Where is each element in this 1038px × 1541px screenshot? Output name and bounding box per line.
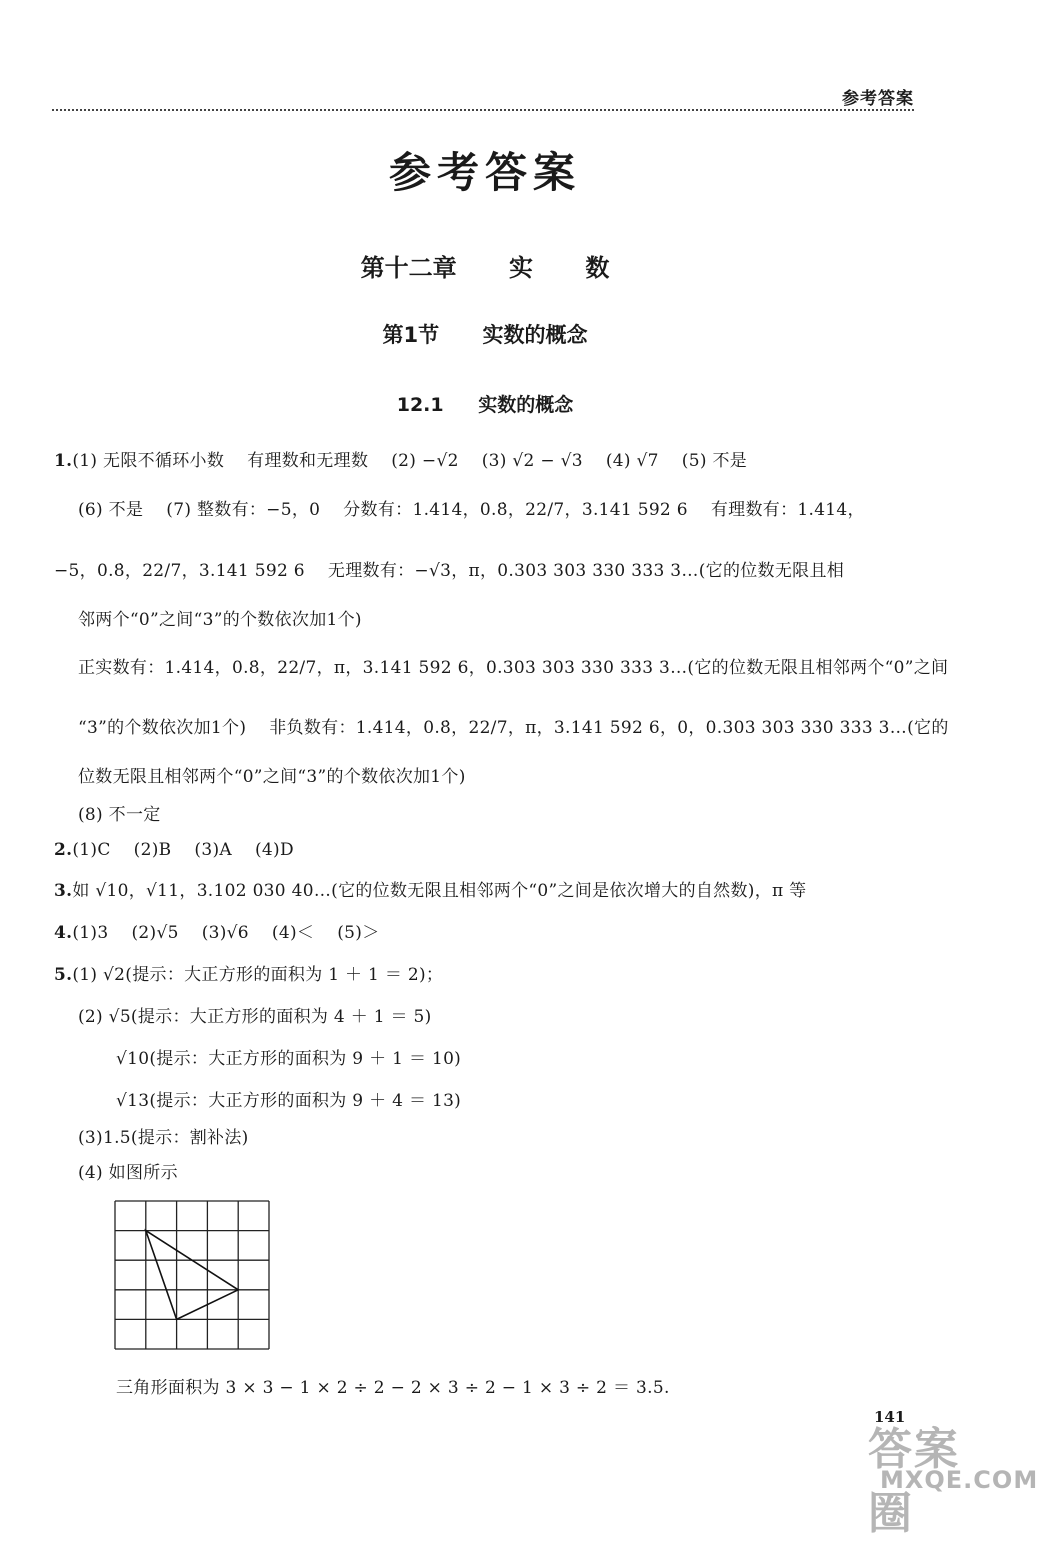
answer-line xyxy=(116,1090,966,1112)
answer-text: (3)1.5(提示：割补法) xyxy=(78,1128,249,1148)
answer-line xyxy=(116,1048,966,1070)
answer-text: 位数无限且相邻两个“0”之间“3”的个数依次加1个) xyxy=(78,767,466,787)
page-title: 参考答案 xyxy=(388,148,581,197)
answer-line xyxy=(54,560,904,582)
answer-line xyxy=(78,766,928,788)
answer-line xyxy=(54,880,904,902)
answer-text: (4) 如图所示 xyxy=(78,1163,178,1183)
running-header: 参考答案 xyxy=(842,89,914,109)
watermark-logo: 答案圈 xyxy=(868,1424,960,1539)
watermark-url: MXQE.COM xyxy=(880,1466,1038,1494)
answer-line xyxy=(78,804,928,826)
section-name: 实数的概念 xyxy=(482,323,588,347)
answer-line xyxy=(78,657,949,679)
grid-triangle-figure xyxy=(114,1200,270,1350)
answer-line xyxy=(54,450,904,472)
page-number: 141 xyxy=(874,1408,906,1426)
header-divider xyxy=(52,109,914,111)
question-number: 3. xyxy=(54,881,73,901)
answer-line xyxy=(54,922,904,944)
triangle-shape xyxy=(146,1231,238,1320)
answer-text: (8) 不一定 xyxy=(78,805,161,825)
answer-line xyxy=(78,609,928,631)
answer-text: 邻两个“0”之间“3”的个数依次加1个) xyxy=(78,610,362,630)
chapter-name-1: 实 xyxy=(509,254,533,282)
answer-line xyxy=(78,499,928,521)
answer-text: (1)C (2)B (3)A (4)D xyxy=(72,840,294,860)
chapter-label: 第十二章 xyxy=(360,254,457,282)
section-heading xyxy=(0,319,970,349)
answer-text: √13(提示：大正方形的面积为 9 ＋ 4 ＝ 13) xyxy=(116,1091,462,1111)
chapter-name-2: 数 xyxy=(585,254,610,282)
chapter-heading xyxy=(0,248,970,283)
answer-text: “3”的个数依次加1个) 非负数有：1.414，0.8̇，22/7，π，3.141 592 6，0，0.303 303 330 333 3…(它的 xyxy=(78,718,949,738)
question-number: 4. xyxy=(54,923,73,943)
answer-text: −5，0.8̇，22/7，3.141 592 6 无理数有：−√3，π，0.303 303 330 333 3…(它的位数无限且相 xyxy=(54,561,845,581)
answer-text: 正实数有：1.414，0.8̇，22/7，π，3.141 592 6，0.303 303 330 333 3…(它的位数无限且相邻两个“0”之间 xyxy=(78,658,949,678)
section-label: 第1节 xyxy=(382,323,440,347)
answer-line xyxy=(78,717,949,739)
subsection-heading xyxy=(0,390,970,417)
answer-line xyxy=(78,1127,928,1149)
answer-text: (6) 不是 (7) 整数有：−5，0 分数有：1.414，0.8̇，22/7，3.141 592 6 有理数有：1.414， xyxy=(78,500,865,520)
subsection-label: 12.1 xyxy=(396,394,444,416)
grid-lines xyxy=(115,1201,269,1349)
area-calculation: 三角形面积为 3 × 3 − 1 × 2 ÷ 2 − 2 × 3 ÷ 2 − 1 × 3 ÷ 2 ＝ 3.5. xyxy=(116,1378,670,1398)
subsection-name: 实数的概念 xyxy=(478,394,574,416)
answer-text: (1)3 (2)√5 (3)√6 (4)＜ (5)＞ xyxy=(72,923,380,943)
answer-line xyxy=(54,839,904,861)
question-number: 1. xyxy=(54,451,73,471)
question-number: 5. xyxy=(54,965,73,985)
answer-line xyxy=(78,1006,928,1028)
answer-text: (1) 无限不循环小数 有理数和无理数 (2) −√2 (3) √2 − √3 (4) √7 (5) 不是 xyxy=(72,451,748,471)
answer-text: 如 √10，√11，3.102 030 40…(它的位数无限且相邻两个“0”之间是依次增大的自然数)，π 等 xyxy=(72,881,807,901)
answer-text: √10(提示：大正方形的面积为 9 ＋ 1 ＝ 10) xyxy=(116,1049,462,1069)
answer-text: (1) √2(提示：大正方形的面积为 1 ＋ 1 ＝ 2)； xyxy=(72,965,444,985)
answer-line xyxy=(78,1162,928,1184)
answer-line xyxy=(54,964,904,986)
question-number: 2. xyxy=(54,840,73,860)
answer-text: (2) √5(提示：大正方形的面积为 4 ＋ 1 ＝ 5) xyxy=(78,1007,432,1027)
